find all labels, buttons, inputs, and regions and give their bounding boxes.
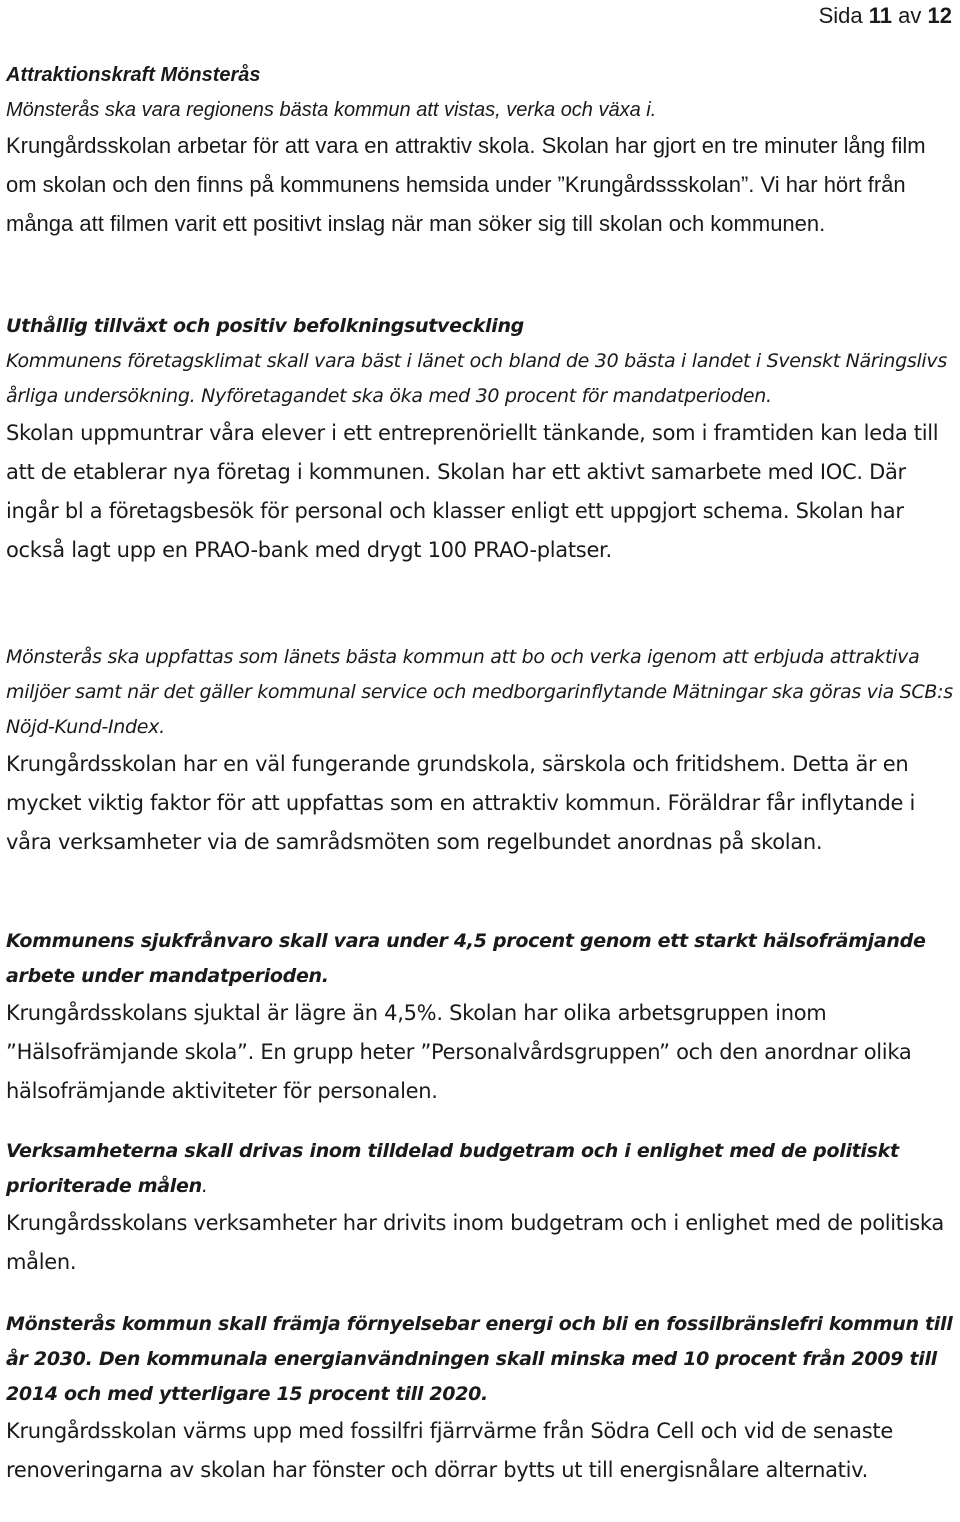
- section-goal: Mönsterås ska uppfattas som länets bästa kommun att bo och verka igenom att erbjuda attraktiva miljöer samt när det gäller kommunal service och medborgarinflytande Mätningar ska göras via SCB:s Nöjd-Kund-Index.: [6, 646, 953, 738]
- page-number: [819, 2, 952, 30]
- section-attraktionskraft: [6, 58, 954, 243]
- section-budgetram: [6, 1134, 954, 1282]
- page-total: 12: [927, 3, 952, 28]
- section-goal: Kommunens företagsklimat skall vara bäst i länet och bland de 30 bästa i landet i Svenskt Näringslivs årliga undersökning. Nyföretagandet ska öka med 30 procent för mandatperioden.: [6, 350, 947, 407]
- section-heading: Uthållig tillväxt och positiv befolkningsutveckling: [6, 315, 524, 337]
- section-body: Skolan uppmuntrar våra elever i ett entreprenöriellt tänkande, som i framtiden kan leda till att de etablerar nya företag i kommunen. Skolan har ett aktivt samarbete med IOC. Där ingår bl a företagsbesök för personal och klasser enligt ett uppgjort schema. Skolan har också lagt upp en PRAO-bank med drygt 100 PRAO-platser.: [6, 421, 939, 562]
- section-body: Krungårdsskolans sjuktal är lägre än 4,5%. Skolan har olika arbetsgruppen inom ”Hälsofrämjande skola”. En grupp heter ”Personalvårdsgruppen” och den anordnar olika hälsofrämjande aktiviteter för personalen.: [6, 1001, 912, 1103]
- section-energi: [6, 1307, 954, 1490]
- section-heading: Kommunens sjukfrånvaro skall vara under 4,5 procent genom ett starkt hälsofrämjande arbete under mandatperioden.: [6, 930, 926, 987]
- section-heading: Attraktionskraft Mönsterås: [6, 64, 261, 86]
- section-heading: [6, 1134, 954, 1204]
- section-heading-text: Verksamheterna skall drivas inom tilldelad budgetram och i enlighet med de politiskt prioriterade målen: [6, 1140, 899, 1197]
- page-current: 11: [868, 3, 893, 28]
- section-attraktiva-miljoer: [6, 640, 954, 862]
- section-sjukfranvaro: [6, 924, 954, 1111]
- section-tillvaxt: [6, 309, 954, 570]
- section-heading-tail: .: [201, 1175, 208, 1197]
- section-body: Krungårdsskolan arbetar för att vara en attraktiv skola. Skolan har gjort en tre minuter lång film om skolan och den finns på kommunens hemsida under ”Krungårdssskolan”. Vi har hört från många att filmen varit ett positivt inslag när man söker sig till skolan och kommunen.: [6, 133, 926, 236]
- section-heading: Mönsterås kommun skall främja förnyelsebar energi och bli en fossilbränslefri kommun till år 2030. Den kommunala energianvändningen skall minska med 10 procent från 2009 till 2014 och med ytterligare 15 procent till 2020.: [6, 1313, 953, 1405]
- section-body: Krungårdsskolans verksamheter har drivits inom budgetram och i enlighet med de politiska målen.: [6, 1211, 944, 1274]
- section-goal: Mönsterås ska vara regionens bästa kommun att vistas, verka och växa i.: [6, 99, 657, 121]
- page-separator: av: [898, 3, 922, 28]
- section-body: Krungårdsskolan har en väl fungerande grundskola, särskola och fritidshem. Detta är en mycket viktig faktor för att uppfattas som en attraktiv kommun. Föräldrar får inflytande i våra verksamheter via de samrådsmöten som regelbundet anordnas på skolan.: [6, 752, 916, 854]
- section-body: Krungårdsskolan värms upp med fossilfri fjärrvärme från Södra Cell och vid de senaste renoveringarna av skolan har fönster och dörrar bytts ut till energisnålare alternativ.: [6, 1419, 893, 1482]
- page-label: Sida: [818, 3, 863, 28]
